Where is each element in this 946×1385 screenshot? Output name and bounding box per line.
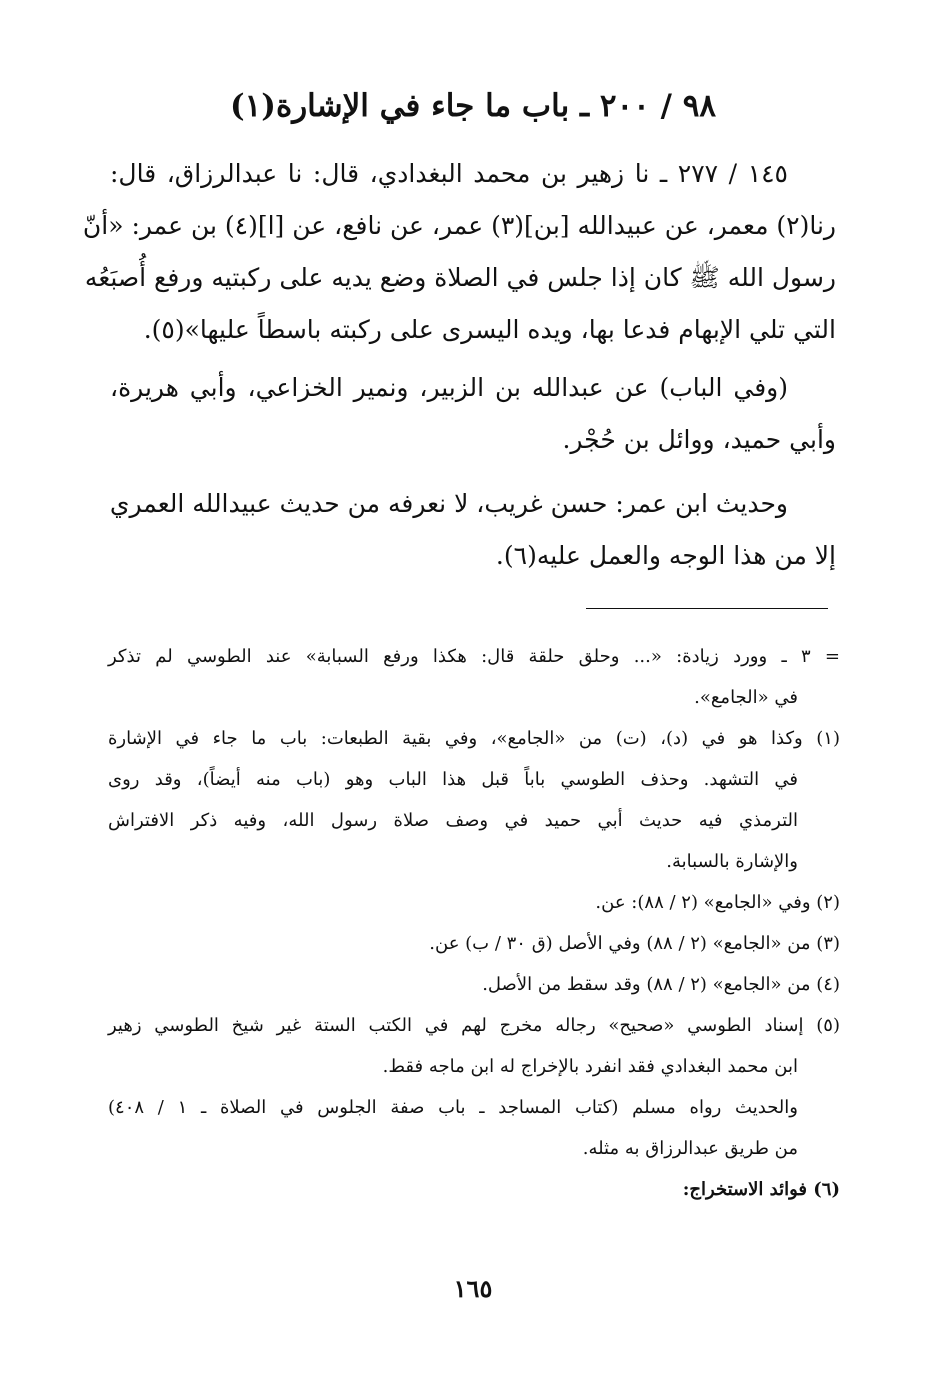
grading-line: إلا من هذا الوجه والعمل عليه(٦). [495, 541, 836, 570]
footnote-line: (١) وكذا هو في (د)، (ت) من «الجامع»، وفي بقية الطبعات: باب ما جاء في الإشارة [108, 728, 840, 749]
chapter-title: ٩٨ / ٢٠٠ ـ باب ما جاء في الإشارة(١) [229, 88, 717, 124]
footnote-line: والإشارة بالسبابة. [666, 851, 798, 872]
hadith-line: رنا(٢) معمر، عن عبيدالله [بن](٣) عمر، عن نافع، عن [ا](٤) بن عمر: «أنّ [82, 211, 836, 240]
footnote-separator [586, 608, 828, 609]
bab-note [110, 362, 836, 466]
hadith-text [82, 148, 836, 356]
footnote-line: (٥) إسناد الطوسي «صحيح» رجاله مخرج لهم في الكتب الستة غير شيخ الطوسي زهير [108, 1015, 840, 1036]
footnote-line: في «الجامع». [694, 687, 798, 708]
footnotes [108, 636, 840, 1210]
footnote-line: (٣) من «الجامع» (٢ / ٨٨) وفي الأصل (ق ٣٠ / ب) عن. [429, 933, 840, 954]
bab-note-line: (وفي الباب) عن عبدالله بن الزبير، ونمير الخزاعي، وأبي هريرة، [110, 373, 788, 402]
footnote-line: ابن محمد البغدادي فقد انفرد بالإخراج له ابن ماجه فقط. [382, 1056, 798, 1077]
footnote-line: من طريق عبدالرزاق به مثله. [582, 1138, 798, 1159]
hadith-line: ١٤٥ / ٢٧٧ ـ نا زهير بن محمد البغدادي، قال: نا عبدالرزاق، قال: [110, 159, 788, 188]
footnote-line: = ٣ ـ وورد زيادة: «... وحلق حلقة قال: هكذا ورفع السبابة» عند الطوسي لم تذكر [108, 646, 840, 667]
grading-note [110, 478, 836, 582]
page-number: ١٦٥ [453, 1274, 493, 1303]
bab-note-line: وأبي حميد، ووائل بن حُجْر. [562, 425, 836, 454]
footnote-line: في التشهد. وحذف الطوسي باباً قبل هذا الباب وهو (باب منه أيضاً)، وقد روى [108, 769, 798, 790]
footnote-line: (٦) فوائد الاستخراج: [682, 1179, 840, 1200]
hadith-line: التي تلي الإبهام فدعا بها، ويده اليسرى على ركبته باسطاً عليها»(٥). [143, 315, 836, 344]
footnote-line: (٤) من «الجامع» (٢ / ٨٨) وقد سقط من الأصل. [482, 974, 840, 995]
footnote-line: والحديث رواه مسلم (كتاب المساجد ـ باب صفة الجلوس في الصلاة ـ ١ / ٤٠٨) [108, 1097, 798, 1118]
grading-line: وحديث ابن عمر: حسن غريب، لا نعرفه من حديث عبيدالله العمري [109, 489, 788, 518]
footnote-line: الترمذي فيه حديث أبي حميد في وصف صلاة رسول الله، وفيه ذكر الافتراش [108, 810, 798, 831]
hadith-line: رسول الله ﷺ كان إذا جلس في الصلاة وضع يديه على ركبتيه ورفع أُصبَعُه [84, 263, 836, 292]
footnote-line: (٢) وفي «الجامع» (٢ / ٨٨): عن. [595, 892, 840, 913]
